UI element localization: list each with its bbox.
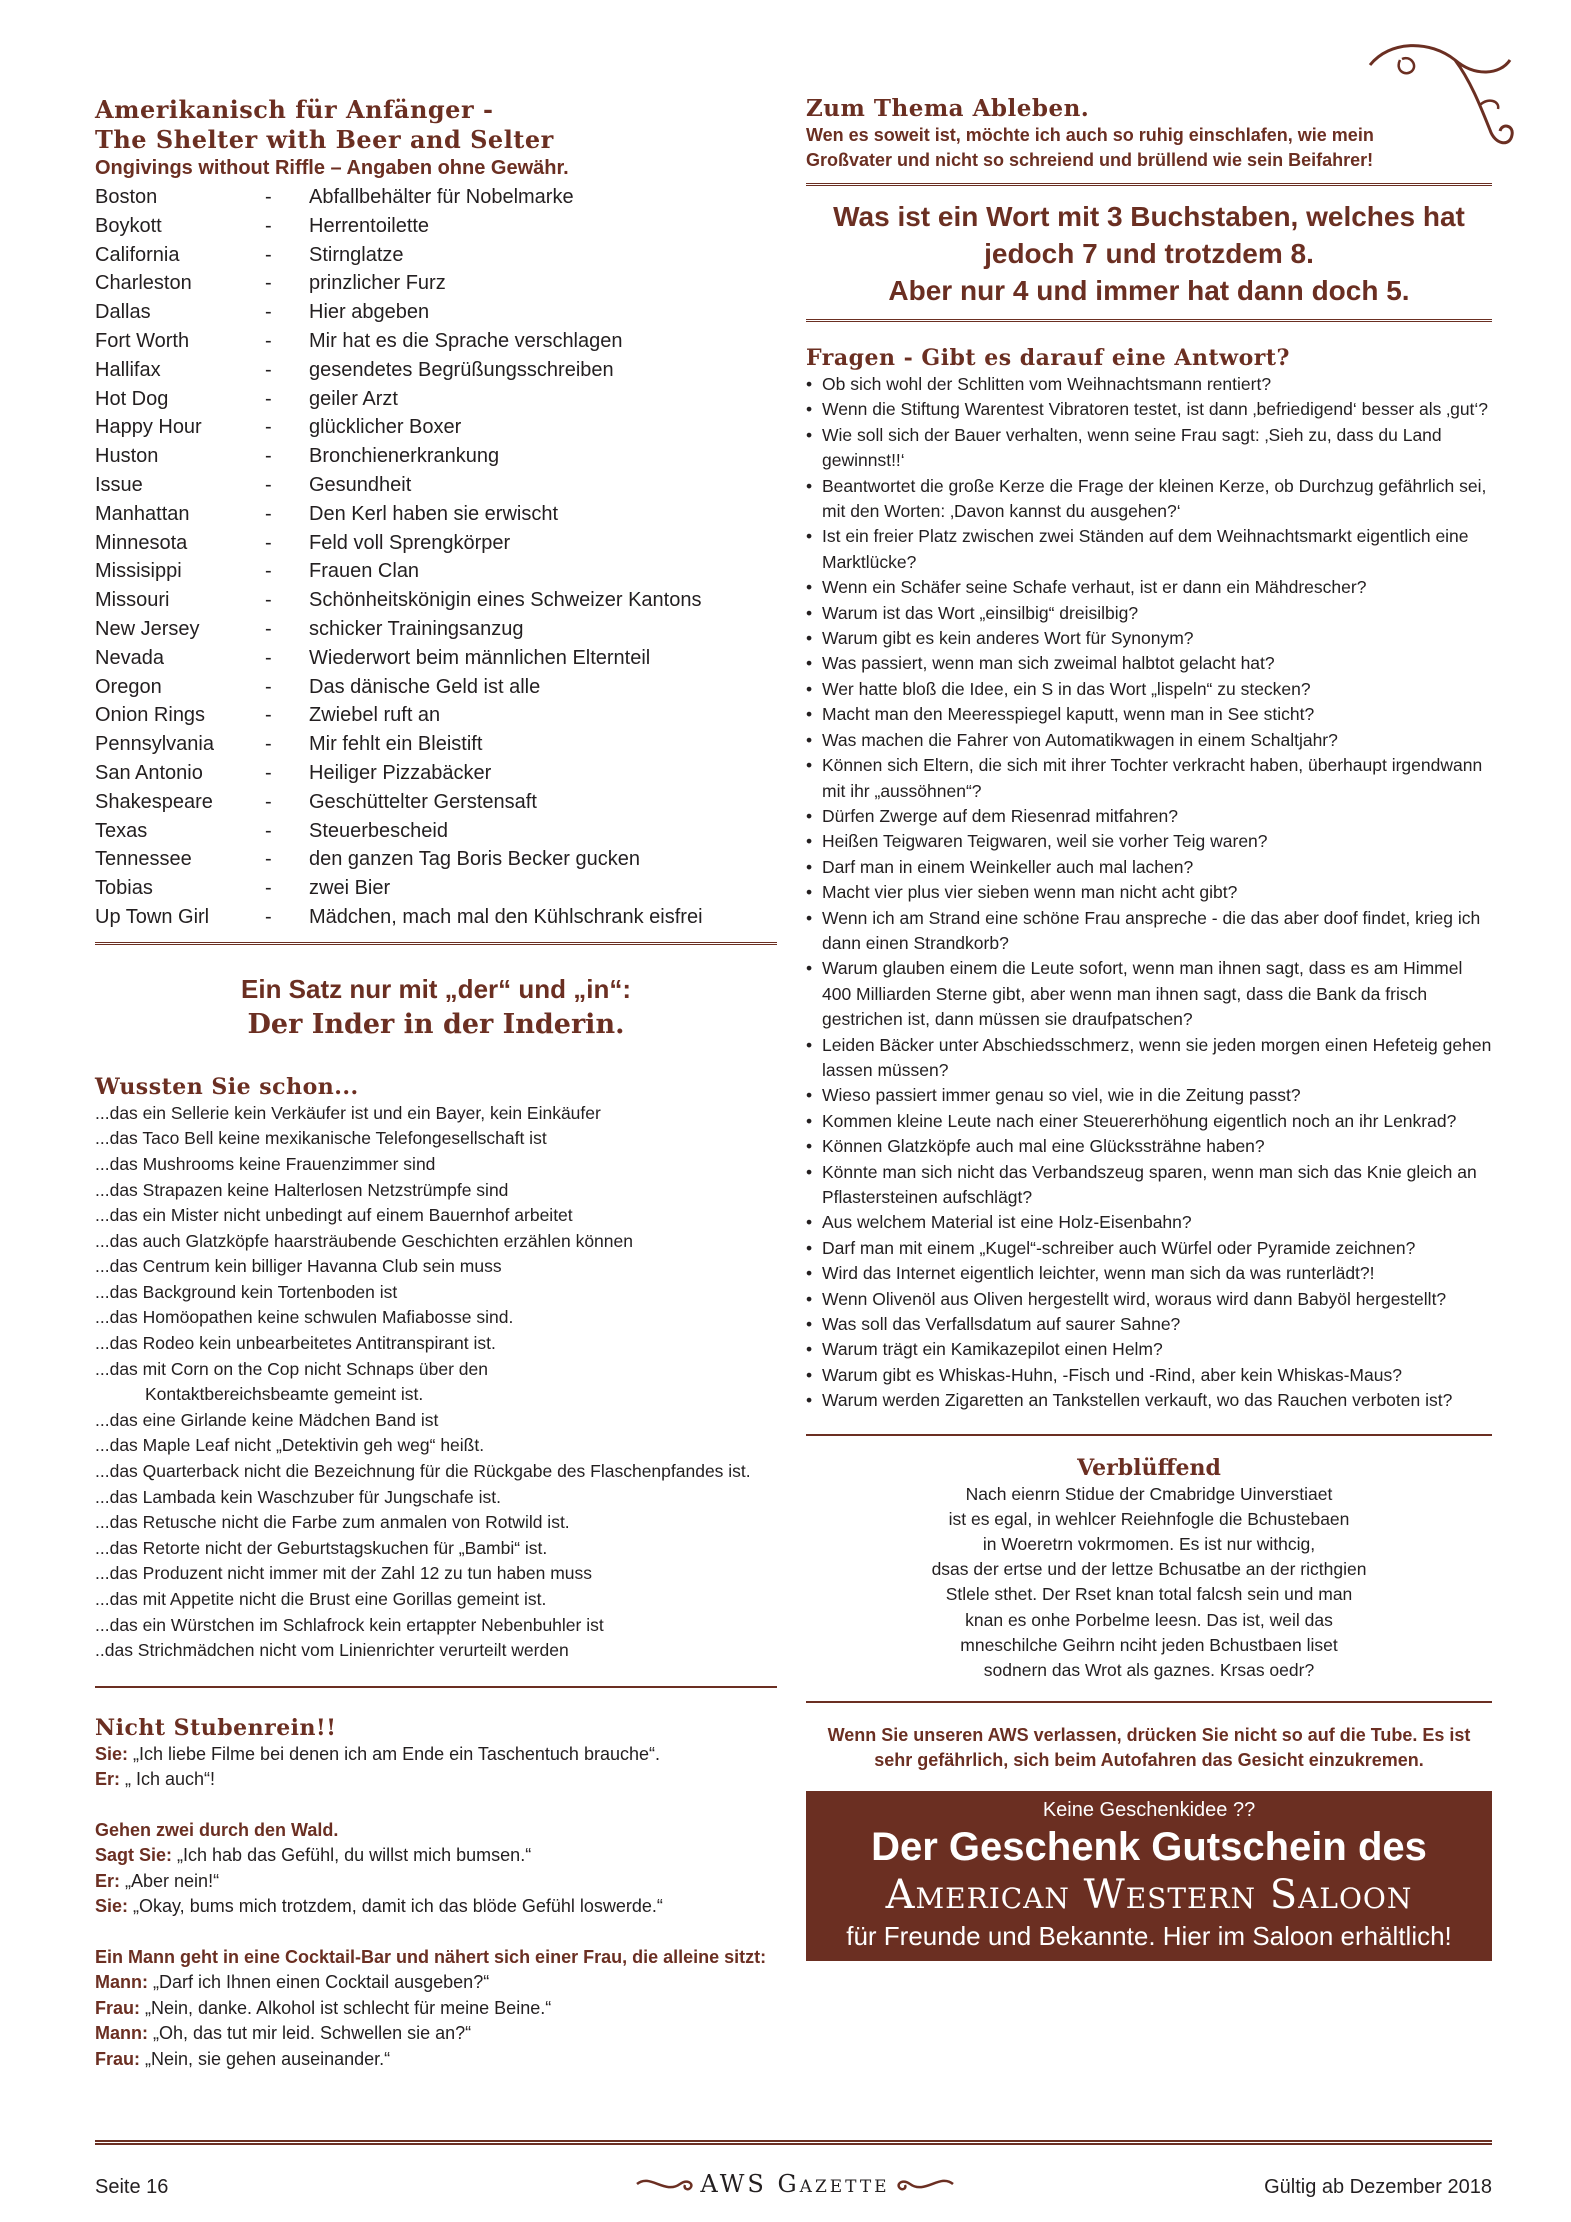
gift-line-4: für Freunde und Bekannte. Hier im Saloon erhältlich!	[846, 1921, 1452, 1952]
verbluffend-line: sodnern das Wrot als gaznes. Krsas oedr?	[983, 1660, 1315, 1681]
dictionary-meaning: den ganzen Tag Boris Becker gucken	[309, 848, 640, 871]
fragen-item-text: Was soll das Verfallsdatum auf saurer Sahne?	[822, 1314, 1181, 1335]
dictionary-entry	[95, 557, 777, 586]
wussten-list	[95, 1101, 777, 1664]
fragen-item-text: Was passiert, wenn man sich zweimal halbtot gelacht hat?	[822, 653, 1275, 674]
dictionary-word: Up Town Girl	[95, 905, 210, 928]
fragen-item	[806, 906, 1492, 957]
dictionary-meaning: Mädchen, mach mal den Kühlschrank eisfrei	[309, 905, 703, 928]
dictionary-meaning: Feld voll Sprengkörper	[309, 531, 511, 554]
fragen-section	[806, 344, 1492, 1414]
speaker: Sie:	[95, 1743, 129, 1764]
right-column	[806, 95, 1492, 1961]
fragen-item	[806, 1337, 1492, 1362]
dictionary-meaning: prinzlicher Furz	[309, 272, 446, 295]
dictionary-word: Manhattan	[95, 502, 190, 525]
divider	[806, 183, 1492, 186]
dictionary-dash: -	[265, 589, 272, 612]
wussten-item: ...das Quarterback nicht die Bezeichnung für die Rückgabe des Flaschenpfandes ist.	[95, 1461, 751, 1482]
dictionary-word: Tobias	[95, 877, 153, 900]
dialog-2	[95, 1843, 777, 1920]
gift-line-2: Der Geschenk Gutschein des	[871, 1825, 1427, 1870]
fragen-item-text: Können Glatzköpfe auch mal eine Glückssträhne haben?	[822, 1136, 1265, 1157]
dictionary-list	[95, 183, 777, 932]
fragen-item-text: Was machen die Fahrer von Automatikwagen in einem Schaltjahr?	[822, 729, 1338, 750]
dictionary-dash: -	[265, 704, 272, 727]
dictionary-entry	[95, 701, 777, 730]
dictionary-word: Shakespeare	[95, 790, 213, 813]
fragen-list	[806, 372, 1492, 1414]
dictionary-word: New Jersey	[95, 617, 200, 640]
page-number: Seite 16	[95, 2176, 169, 2198]
dictionary-entry	[95, 241, 777, 270]
ableben-text: Wen es soweit ist, möchte ich auch so ruhig einschlafen, wie mein Großvater und nicht so schreiend und brüllend wie sein Beifahrer!	[806, 125, 1374, 170]
riddle-line-3: Aber nur 4 und immer hat dann doch 5.	[888, 275, 1410, 306]
fragen-item	[806, 956, 1492, 1032]
fragen-item	[806, 1134, 1492, 1159]
dictionary-title-2: The Shelter with Beer and Selter	[95, 125, 554, 154]
wussten-item: ...das Rodeo kein unbearbeitetes Antitranspirant ist.	[95, 1333, 496, 1354]
fragen-item-text: Wenn ein Schäfer seine Schafe verhaut, ist er dann ein Mähdrescher?	[822, 577, 1367, 598]
dictionary-dash: -	[265, 617, 272, 640]
dictionary-word: Boykott	[95, 214, 162, 237]
dictionary-dash: -	[265, 243, 272, 266]
verbluffend-line: dsas der ertse und der lettze Bchusatbe an der ricthgien	[931, 1559, 1367, 1580]
speaker: Er:	[95, 1870, 121, 1891]
wussten-item: ...das eine Girlande keine Mädchen Band ist	[95, 1409, 439, 1430]
dictionary-dash: -	[265, 186, 272, 208]
fragen-item	[806, 575, 1492, 600]
dictionary-dash: -	[265, 646, 272, 669]
wussten-item: ...das Maple Leaf nicht „Detektivin geh weg“ heißt.	[95, 1435, 485, 1456]
dictionary-dash: -	[265, 819, 272, 842]
verbluffend-line: mneschilche Geihrn nciht jeden Bchustbaen liset	[960, 1634, 1338, 1655]
dictionary-entry	[95, 327, 777, 356]
dictionary-dash: -	[265, 272, 272, 295]
verbluffend-line: knan es onhe Porbelme leesn. Das ist, weil das	[965, 1609, 1333, 1630]
utterance: „Darf ich Ihnen einen Cocktail ausgeben?“	[148, 1972, 490, 1993]
dictionary-entry	[95, 413, 777, 442]
dictionary-entry	[95, 269, 777, 298]
riddle-line-1: Was ist ein Wort mit 3 Buchstaben, welches hat	[833, 201, 1465, 232]
dictionary-word: Minnesota	[95, 531, 188, 554]
dictionary-meaning: Steuerbescheid	[309, 819, 448, 842]
dictionary-dash: -	[265, 502, 272, 525]
dialog-line	[95, 1742, 777, 1768]
gift-voucher-banner	[806, 1791, 1492, 1961]
dictionary-dash: -	[265, 675, 272, 698]
riddle-line-2: jedoch 7 und trotzdem 8.	[984, 238, 1314, 269]
fragen-item	[806, 1236, 1492, 1261]
dialog-2-heading: Gehen zwei durch den Wald.	[95, 1819, 339, 1840]
dictionary-entry	[95, 356, 777, 385]
fragen-item	[806, 880, 1492, 905]
utterance: „Nein, danke. Alkohol ist schlecht für meine Beine.“	[140, 1997, 552, 2018]
dictionary-dash: -	[265, 329, 272, 352]
fragen-item-text: Warum werden Zigaretten an Tankstellen verkauft, wo das Rauchen verboten ist?	[822, 1390, 1453, 1411]
dictionary-dash: -	[265, 531, 272, 554]
fragen-item	[806, 1033, 1492, 1084]
dictionary-meaning: glücklicher Boxer	[309, 416, 462, 439]
fragen-item	[806, 423, 1492, 474]
dictionary-title-1: Amerikanisch für Anfänger -	[95, 95, 494, 124]
verbluffend-section	[806, 1454, 1492, 1684]
fragen-item	[806, 1261, 1492, 1286]
dictionary-entry	[95, 442, 777, 471]
wussten-item: ...das Mushrooms keine Frauenzimmer sind	[95, 1153, 436, 1174]
dictionary-meaning: Schönheitskönigin eines Schweizer Kantons	[309, 589, 702, 612]
utterance: „Nein, sie gehen auseinander.“	[140, 2048, 391, 2069]
wussten-item: ...das Background kein Tortenboden ist	[95, 1281, 398, 1302]
dictionary-meaning: Zwiebel ruft an	[309, 704, 441, 727]
fragen-item	[806, 1160, 1492, 1211]
fragen-item	[806, 829, 1492, 854]
speaker: Mann:	[95, 1972, 148, 1993]
fragen-item-text: Wenn ich am Strand eine schöne Frau anspreche - die das aber doof findet, krieg ich dann einen Strandkorb?	[822, 907, 1481, 953]
footer-rule	[95, 2140, 1492, 2145]
fragen-item-text: Macht vier plus vier sieben wenn man nicht acht gibt?	[822, 882, 1238, 903]
divider	[806, 1701, 1492, 1703]
dictionary-entry	[95, 644, 777, 673]
dictionary-dash: -	[265, 358, 272, 381]
dialog-3	[95, 1970, 777, 2072]
utterance: „Oh, das tut mir leid. Schwellen sie an?“	[148, 2023, 472, 2044]
dictionary-meaning: gesendetes Begrüßungsschreiben	[309, 358, 614, 381]
dictionary-meaning: Hier abgeben	[309, 301, 430, 324]
fragen-item	[806, 524, 1492, 575]
verbluffend-text	[806, 1482, 1492, 1684]
fragen-item-text: Warum glauben einem die Leute sofort, wenn man ihnen sagt, dass es am Himmel 400 Milliarden Sterne gibt, aber wenn man ihnen sagt, dass die Bank da frisch gestrichen ist, dann müssen sie draufpatschen?	[822, 958, 1463, 1030]
wussten-item: ...das Retusche nicht die Farbe zum anmalen von Rotwild ist.	[95, 1512, 570, 1533]
utterance: „Ich hab das Gefühl, du willst mich bumsen.“	[172, 1845, 532, 1866]
fragen-item	[806, 677, 1492, 702]
speaker: Frau:	[95, 1997, 140, 2018]
dictionary-meaning: Das dänische Geld ist alle	[309, 675, 541, 698]
dialog-line	[95, 2047, 777, 2073]
dictionary-entry	[95, 817, 777, 846]
dictionary-meaning: schicker Trainingsanzug	[309, 617, 524, 640]
dictionary-entry	[95, 615, 777, 644]
wussten-section	[95, 1073, 777, 1664]
divider	[95, 1686, 777, 1688]
footer-logo	[615, 2170, 975, 2198]
wussten-item: ...das Lambada kein Waschzuber für Jungschafe ist.	[95, 1486, 501, 1507]
gift-line-1: Keine Geschenkidee ??	[1042, 1799, 1256, 1822]
fragen-item-text: Wird das Internet eigentlich leichter, wenn man sich da was runterlädt?!	[822, 1263, 1375, 1284]
dictionary-meaning: Mir hat es die Sprache verschlagen	[309, 329, 623, 352]
dictionary-dash: -	[265, 877, 272, 900]
speaker: Frau:	[95, 2048, 140, 2069]
fragen-item	[806, 474, 1492, 525]
fragen-item	[806, 728, 1492, 753]
dictionary-entry	[95, 298, 777, 327]
dictionary-dash: -	[265, 848, 272, 871]
fragen-item	[806, 372, 1492, 397]
verbluffend-line: ist es egal, in wehlcer Reiehnfogle die Bchustebaen	[948, 1508, 1350, 1529]
dictionary-entry	[95, 183, 777, 212]
speaker: Er:	[95, 1769, 121, 1790]
fragen-item	[806, 1388, 1492, 1413]
dictionary-meaning: zwei Bier	[309, 877, 391, 900]
fragen-item-text: Wenn die Stiftung Warentest Vibratoren testet, ist dann ‚befriedigend‘ besser als ‚gut‘?	[822, 399, 1489, 420]
dictionary-word: Fort Worth	[95, 329, 190, 352]
fragen-item	[806, 1363, 1492, 1388]
fragen-item-text: Warum ist das Wort „einsilbig“ dreisilbig?	[822, 602, 1139, 623]
fragen-item	[806, 1210, 1492, 1235]
ableben-section	[806, 95, 1492, 173]
dictionary-word: Nevada	[95, 646, 164, 669]
fragen-item	[806, 855, 1492, 880]
dictionary-meaning: Herrentoilette	[309, 214, 430, 237]
dialog-line	[95, 1767, 777, 1793]
dictionary-entry	[95, 845, 777, 874]
fragen-item-text: Macht man den Meeresspiegel kaputt, wenn man in See sticht?	[822, 704, 1315, 725]
fragen-item-text: Warum trägt ein Kamikazepilot einen Helm?	[822, 1339, 1163, 1360]
dictionary-meaning: Bronchienerkrankung	[309, 445, 500, 468]
wussten-item: ...das Retorte nicht der Geburtstagskuchen für „Bambi“ ist.	[95, 1537, 548, 1558]
dictionary-word: Hallifax	[95, 358, 161, 381]
wussten-item: ...das mit Corn on the Cop nicht Schnaps über den	[95, 1358, 489, 1379]
valid-date: Gültig ab Dezember 2018	[1264, 2176, 1492, 2198]
dictionary-meaning: Mir fehlt ein Bleistift	[309, 733, 483, 756]
fragen-item	[806, 702, 1492, 727]
dictionary-meaning: Den Kerl haben sie erwischt	[309, 502, 559, 525]
dictionary-entry	[95, 212, 777, 241]
wussten-item: ...das ein Mister nicht unbedingt auf einem Bauernhof arbeitet	[95, 1205, 573, 1226]
dialog-line	[95, 1869, 777, 1895]
verbluffend-title: Verblüffend	[1077, 1454, 1221, 1481]
fragen-item-text: Dürfen Zwerge auf dem Riesenrad mitfahren?	[822, 805, 1179, 826]
fragen-item-text: Warum gibt es Whiskas-Huhn, -Fisch und -Rind, aber kein Whiskas-Maus?	[822, 1364, 1402, 1385]
utterance: „ Ich auch“!	[120, 1769, 216, 1790]
dictionary-entry	[95, 788, 777, 817]
wussten-item: ...das ein Würstchen im Schlafrock kein ertappter Nebenbuhler ist	[95, 1614, 604, 1635]
dictionary-entry	[95, 673, 777, 702]
stubenrein-section	[95, 1714, 777, 2073]
dictionary-word: Dallas	[95, 301, 151, 324]
ableben-title: Zum Thema Ableben.	[806, 95, 1090, 122]
fragen-item-text: Wieso passiert immer genau so viel, wie in die Zeitung passt?	[822, 1085, 1301, 1106]
dictionary-entry	[95, 385, 777, 414]
dialog-1	[95, 1742, 777, 1793]
dictionary-word: Issue	[95, 473, 143, 496]
dictionary-word: Hot Dog	[95, 387, 169, 410]
dictionary-entry	[95, 730, 777, 759]
dictionary-word: Missouri	[95, 589, 170, 612]
dictionary-word: Huston	[95, 445, 159, 468]
dialog-line	[95, 1894, 777, 1920]
dialog-3-heading: Ein Mann geht in eine Cocktail-Bar und nähert sich einer Frau, die alleine sitzt:	[95, 1946, 767, 1967]
wussten-item: ...das auch Glatzköpfe haarsträubende Geschichten erzählen können	[95, 1230, 633, 1251]
dictionary-meaning: Abfallbehälter für Nobelmarke	[309, 186, 574, 208]
fragen-item-text: Darf man in einem Weinkeller auch mal lachen?	[822, 856, 1194, 877]
dictionary-meaning: Stirnglatze	[309, 243, 404, 266]
dictionary-subtitle: Ongivings without Riffle – Angaben ohne Gewähr.	[95, 157, 569, 179]
footer-scroll-right-icon	[895, 2173, 955, 2195]
dialog-line	[95, 1970, 777, 1996]
dictionary-word: Missisippi	[95, 560, 182, 583]
dictionary-dash: -	[265, 416, 272, 439]
dictionary-section	[95, 95, 777, 932]
wussten-item: ...das Centrum kein billiger Havanna Club sein muss	[95, 1256, 502, 1277]
fragen-item	[806, 1109, 1492, 1134]
tube-notice: Wenn Sie unseren AWS verlassen, drücken Sie nicht so auf die Tube. Es ist sehr gefährlich, sich beim Autofahren das Gesicht einzukremen.	[827, 1725, 1471, 1771]
fragen-item	[806, 397, 1492, 422]
fragen-item	[806, 626, 1492, 651]
fragen-item-text: Wer hatte bloß die Idee, ein S in das Wort „lispeln“ zu stecken?	[822, 678, 1311, 699]
dictionary-entry	[95, 586, 777, 615]
wussten-item: ...das ein Sellerie kein Verkäufer ist und ein Bayer, kein Einkäufer	[95, 1102, 601, 1123]
dictionary-meaning: Frauen Clan	[309, 560, 420, 583]
riddle-section	[806, 198, 1492, 309]
dictionary-dash: -	[265, 733, 272, 756]
fragen-item-text: Kommen kleine Leute nach einer Steuererhöhung eigentlich noch an ihr Lenkrad?	[822, 1110, 1457, 1131]
fragen-item	[806, 651, 1492, 676]
stubenrein-title: Nicht Stubenrein!!	[95, 1714, 337, 1741]
dictionary-word: San Antonio	[95, 761, 203, 784]
utterance: „Okay, bums mich trotzdem, damit ich das blöde Gefühl loswerde.“	[128, 1896, 663, 1917]
satz-line-1: Ein Satz nur mit „der“ und „in“:	[241, 973, 631, 1004]
fragen-item-text: Ist ein freier Platz zwischen zwei Ständen auf dem Weihnachtsmarkt eigentlich eine Marktlücke?	[822, 526, 1469, 572]
speaker: Mann:	[95, 2023, 148, 2044]
fragen-item-text: Ob sich wohl der Schlitten vom Weihnachtsmann rentiert?	[822, 374, 1272, 394]
wussten-item: ...das mit Appetite nicht die Brust eine Gorillas gemeint ist.	[95, 1589, 547, 1609]
dictionary-entry	[95, 500, 777, 529]
dictionary-entry	[95, 529, 777, 558]
dictionary-entry	[95, 903, 777, 932]
verbluffend-line: Nach eienrn Stidue der Cmabridge Uinverstiaet	[965, 1483, 1333, 1504]
fragen-item	[806, 1287, 1492, 1312]
fragen-item-text: Könnte man sich nicht das Verbandszeug sparen, wenn man sich das Knie gleich an Pflastersteinen aufschlägt?	[822, 1161, 1477, 1207]
dialog-line	[95, 1843, 777, 1869]
satz-line-2: Der Inder in der Inderin.	[247, 1008, 625, 1040]
dictionary-word: Onion Rings	[95, 704, 206, 727]
dictionary-word: California	[95, 243, 180, 266]
fragen-item-text: Heißen Teigwaren Teigwaren, weil sie vorher Teig waren?	[822, 831, 1268, 852]
dictionary-dash: -	[265, 560, 272, 583]
gift-line-3: American Western Saloon	[885, 1872, 1413, 1919]
dictionary-word: Charleston	[95, 272, 192, 295]
dictionary-word: Pennsylvania	[95, 733, 214, 756]
dictionary-word: Tennessee	[95, 848, 192, 871]
dictionary-dash: -	[265, 301, 272, 324]
dictionary-meaning: Geschüttelter Gerstensaft	[309, 790, 537, 813]
dictionary-word: Happy Hour	[95, 416, 202, 439]
dictionary-dash: -	[265, 905, 272, 928]
fragen-item-text: Können sich Eltern, die sich mit ihrer Tochter verkracht haben, überhaupt irgendwann mit ihr „aussöhnen“?	[822, 755, 1483, 801]
dictionary-meaning: Gesundheit	[309, 473, 412, 496]
dictionary-entry	[95, 874, 777, 903]
utterance: „Ich liebe Filme bei denen ich am Ende ein Taschentuch brauche“.	[128, 1743, 660, 1764]
fragen-item-text: Warum gibt es kein anderes Wort für Synonym?	[822, 628, 1194, 649]
dictionary-meaning: Wiederwort beim männlichen Elternteil	[309, 646, 651, 669]
dictionary-entry	[95, 759, 777, 788]
satz-section	[95, 971, 777, 1043]
left-column	[95, 95, 777, 2072]
wussten-item: ...das Produzent nicht immer mit der Zahl 12 zu tun haben muss	[95, 1563, 593, 1584]
dialog-line	[95, 1996, 777, 2022]
fragen-item-text: Aus welchem Material ist eine Holz-Eisenbahn?	[822, 1212, 1192, 1233]
logo-text: AWS Gazette	[700, 2170, 890, 2198]
wussten-item: Kontaktbereichsbeamte gemeint ist.	[145, 1384, 424, 1405]
dictionary-dash: -	[265, 445, 272, 468]
wussten-item: ...das Strapazen keine Halterlosen Netzstrümpfe sind	[95, 1179, 509, 1200]
divider	[95, 942, 777, 945]
dictionary-word: Oregon	[95, 675, 162, 698]
dictionary-dash: -	[265, 473, 272, 496]
fragen-item-text: Wenn Olivenöl aus Oliven hergestellt wird, woraus wird dann Babyöl hergestellt?	[822, 1288, 1447, 1309]
divider	[806, 1434, 1492, 1436]
fragen-item-text: Beantwortet die große Kerze die Frage der kleinen Kerze, ob Durchzug gefährlich sei, mit den Worten: ‚Davon kannst du ausgehen?‘	[822, 475, 1487, 522]
dictionary-dash: -	[265, 387, 272, 410]
fragen-item-text: Leiden Bäcker unter Abschiedsschmerz, wenn sie jeden morgen einen Hefeteig gehen lassen müssen?	[822, 1034, 1492, 1080]
wussten-item: ...das Taco Bell keine mexikanische Telefongesellschaft ist	[95, 1128, 547, 1149]
dialog-line	[95, 2021, 777, 2047]
wussten-item: ..das Strichmädchen nicht vom Linienrichter verurteilt werden	[95, 1640, 569, 1661]
verbluffend-line: in Woeretrn vokrmomen. Es ist nur withcig,	[982, 1534, 1316, 1555]
dictionary-word: Boston	[95, 186, 158, 208]
dictionary-dash: -	[265, 214, 272, 237]
dictionary-meaning: geiler Arzt	[309, 387, 398, 410]
fragen-item	[806, 753, 1492, 804]
dictionary-dash: -	[265, 761, 272, 784]
dictionary-entry	[95, 471, 777, 500]
dictionary-meaning: Heiliger Pizzabäcker	[309, 761, 492, 784]
wussten-item: ...das Homöopathen keine schwulen Mafiabosse sind.	[95, 1307, 514, 1328]
divider	[806, 319, 1492, 322]
dictionary-dash: -	[265, 790, 272, 813]
wussten-title: Wussten Sie schon...	[95, 1073, 359, 1100]
fragen-item-text: Darf man mit einem „Kugel“-schreiber auch Würfel oder Pyramide zeichnen?	[822, 1237, 1416, 1258]
fragen-item-text: Wie soll sich der Bauer verhalten, wenn seine Frau sagt: ‚Sieh zu, dass du Land gewinnst!!‘	[822, 424, 1442, 471]
verbluffend-line: Stlele sthet. Der Rset knan total falcsh sein und man	[945, 1584, 1353, 1605]
speaker: Sagt Sie:	[95, 1845, 173, 1866]
fragen-title: Fragen - Gibt es darauf eine Antwort?	[806, 345, 1290, 371]
fragen-item	[806, 1312, 1492, 1337]
fragen-item	[806, 804, 1492, 829]
footer-scroll-left-icon	[635, 2173, 695, 2195]
fragen-item	[806, 601, 1492, 626]
speaker: Sie:	[95, 1896, 129, 1917]
dictionary-word: Texas	[95, 819, 148, 842]
fragen-item	[806, 1083, 1492, 1108]
utterance: „Aber nein!“	[120, 1870, 220, 1891]
